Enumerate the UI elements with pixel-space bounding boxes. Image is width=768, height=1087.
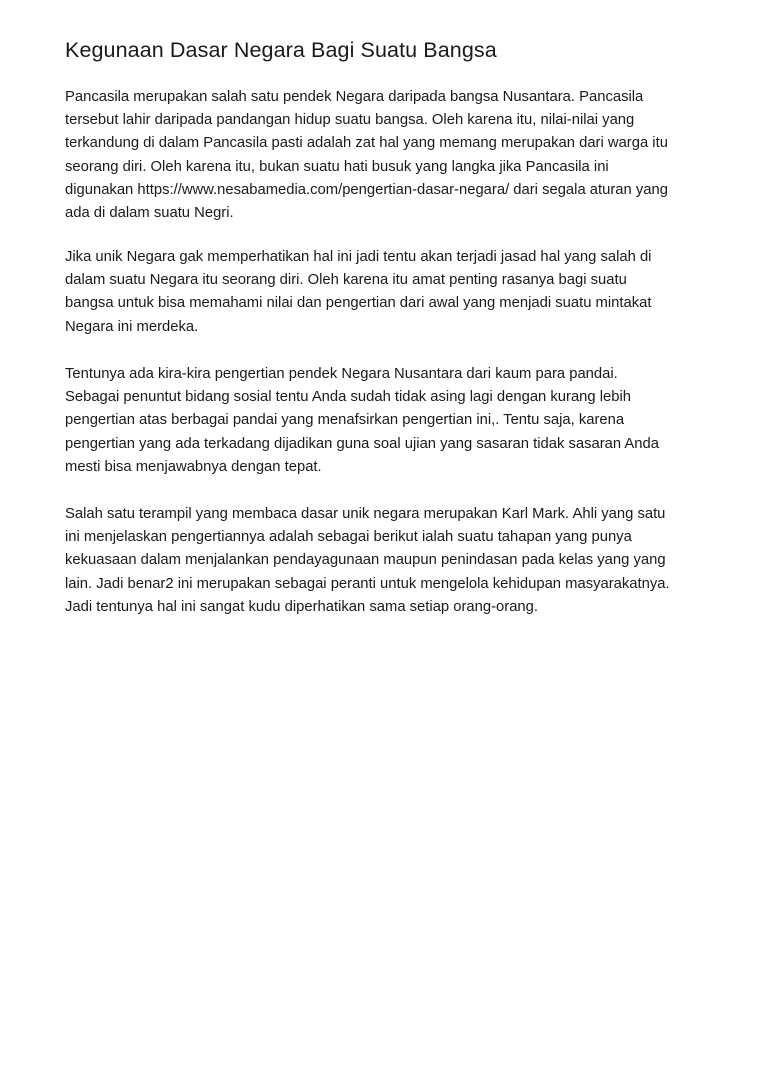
paragraph-2	[65, 246, 651, 339]
text-line: Jadi tentunya hal ini sangat kudu diperhatikan sama setiap orang-orang.	[65, 598, 538, 615]
text-line: bangsa untuk bisa memahami nilai dan pengertian dari awal yang menjadi suatu mintakat	[65, 295, 652, 312]
page-title: Kegunaan Dasar Negara Bagi Suatu Bangsa	[65, 38, 497, 62]
text-line: terkandung di dalam Pancasila pasti adalah zat hal yang memang merupakan dari warga itu	[65, 135, 668, 152]
text-line: digunakan https://www.nesabamedia.com/pengertian-dasar-negara/ dari segala aturan yang	[65, 181, 668, 198]
text-line: Tentunya ada kira-kira pengertian pendek Negara Nusantara dari kaum para pandai.	[65, 366, 618, 382]
text-line: Pancasila merupakan salah satu pendek Negara daripada bangsa Nusantara. Pancasila	[65, 89, 644, 105]
paragraph-4	[65, 503, 670, 619]
text-line: mesti bisa menjawabnya dengan tepat.	[65, 458, 322, 475]
text-line: pengertian yang ada terkadang dijadikan guna soal ujian yang sasaran tidak sasaran Anda	[65, 435, 659, 452]
text-line: Negara ini merdeka.	[65, 318, 199, 335]
text-line: lain. Jadi benar2 ini merupakan sebagai peranti untuk mengelola kehidupan masyarakatnya.	[65, 575, 670, 592]
text-line: ini menjelaskan pengertiannya adalah sebagai berikut ialah suatu tahapan yang punya	[65, 529, 632, 546]
text-line: seorang diri. Oleh karena itu, bukan suatu hati busuk yang langka jika Pancasila ini	[65, 158, 609, 175]
text-line: Jika unik Negara gak memperhatikan hal ini jadi tentu akan terjadi jasad hal yang salah di	[65, 249, 652, 265]
paragraph-1	[65, 86, 668, 225]
text-line: Sebagai penuntut bidang sosial tentu Anda sudah tidak asing lagi dengan kurang lebih	[65, 389, 632, 406]
text-line: dalam suatu Negara itu seorang diri. Oleh karena itu amat penting rasanya bagi suatu	[65, 272, 627, 289]
text-line: ada di dalam suatu Negri.	[65, 205, 234, 222]
text-line: pengertian atas berbagai pandai yang menafsirkan pengertian ini,. Tentu saja, karena	[65, 412, 625, 429]
text-line: tersebut lahir daripada pandangan hidup suatu bangsa. Oleh karena itu, nilai-nilai yang	[65, 112, 635, 129]
text-line: kekuasaan dalam menjalankan pendayagunaan maupun penindasan pada kelas yang yang	[65, 552, 666, 569]
text-line: Salah satu terampil yang membaca dasar unik negara merupakan Karl Mark. Ahli yang satu	[65, 506, 666, 522]
paragraph-3	[65, 363, 659, 479]
